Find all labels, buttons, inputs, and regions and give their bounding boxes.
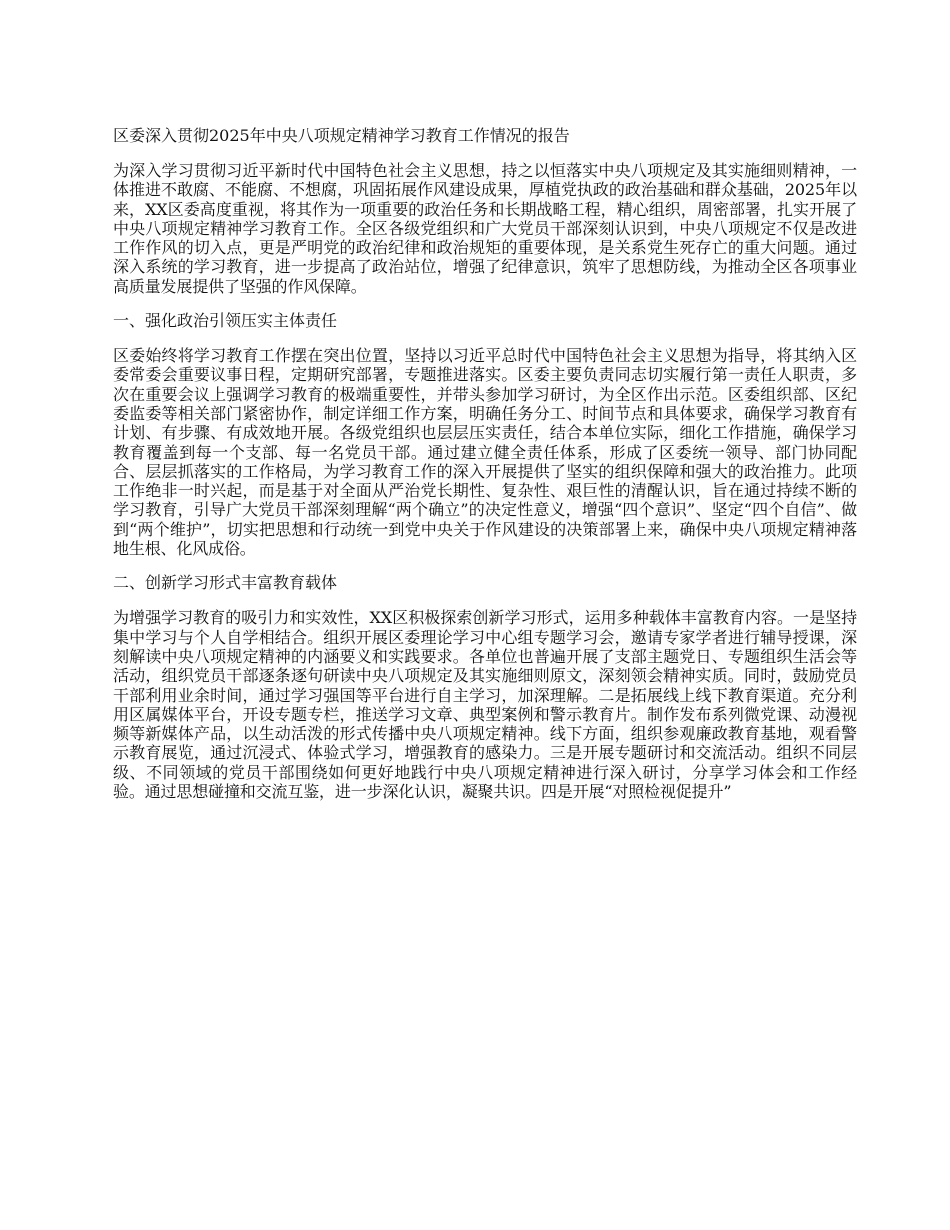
document-page xyxy=(113,125,857,801)
section-2-heading: 二、创新学习形式丰富教育载体 xyxy=(113,573,338,593)
section-2-paragraph: 为增强学习教育的吸引力和实效性，XX区积极探索创新学习形式，运用多种载体丰富教育内容。一是坚持集中学习与个人自学相结合。组织开展区委理论学习中心组专题学习会，邀请专家学者进行辅导授课，深刻解读中央八项规定精神的内涵要义和实践要求。各单位也普遍开展了支部主题党日、专题组织生活会等活动，组织党员干部逐条逐句研读中央八项规定及其实施细则原文，深刻领会精神实质。同时，鼓励党员干部利用业余时间，通过学习强国等平台进行自主学习，加深理解。二是拓展线上线下教育渠道。充分利用区属媒体平台，开设专题专栏，推送学习文章、典型案例和警示教育片。制作发布系列微党课、动漫视频等新媒体产品，以生动活泼的形式传播中央八项规定精神。线下方面，组织参观廉政教育基地，观看警示教育展览，通过沉浸式、体验式学习，增强教育的感染力。三是开展专题研讨和交流活动。组织不同层级、不同领域的党员干部围绕如何更好地践行中央八项规定精神进行深入研讨，分享学习体会和工作经验。通过思想碰撞和交流互鉴，进一步深化认识，凝聚共识。四是开展“对照检视促提升” xyxy=(113,608,857,802)
intro-paragraph: 为深入学习贯彻习近平新时代中国特色社会主义思想，持之以恒落实中央八项规定及其实施细则精神，一体推进不敢腐、不能腐、不想腐，巩固拓展作风建设成果，厚植党执政的政治基础和群众基础，2025年以来，XX区委高度重视，将其作为一项重要的政治任务和长期战略工程，精心组织，周密部署，扎实开展了中央八项规定精神学习教育工作。全区各级党组织和广大党员干部深刻认识到，中央八项规定不仅是改进工作作风的切入点，更是严明党的政治纪律和政治规矩的重要体现，是关系党生死存亡的重大问题。通过深入系统的学习教育，进一步提高了政治站位，增强了纪律意识，筑牢了思想防线，为推动全区各项事业高质量发展提供了坚强的作风保障。 xyxy=(113,161,857,296)
section-1-heading: 一、强化政治引领压实主体责任 xyxy=(113,311,338,331)
section-1-paragraph: 区委始终将学习教育工作摆在突出位置，坚持以习近平总时代中国特色社会主义思想为指导，将其纳入区委常委会重要议事日程，定期研究部署，专题推进落实。区委主要负责同志切实履行第一责任人职责，多次在重要会议上强调学习教育的极端重要性，并带头参加学习研讨，为全区作出示范。区委组织部、区纪委监委等相关部门紧密协作，制定详细工作方案，明确任务分工、时间节点和具体要求，确保学习教育有计划、有步骤、有成效地开展。各级党组织也层层压实责任，结合本单位实际，细化工作措施，确保学习教育覆盖到每一个支部、每一名党员干部。通过建立健全责任体系，形成了区委统一领导、部门协同配合、层层抓落实的工作格局，为学习教育工作的深入开展提供了坚实的组织保障和强大的政治推力。此项工作绝非一时兴起，而是基于对全面从严治党长期性、复杂性、艰巨性的清醒认识，旨在通过持续不断的学习教育，引导广大党员干部深刻理解“两个确立”的决定性意义，增强“四个意识”、坚定“四个自信”、做到“两个维护”，切实把思想和行动统一到党中央关于作风建设的决策部署上来，确保中央八项规定精神落地生根、化风成俗。 xyxy=(113,346,857,559)
document-title: 区委深入贯彻2025年中央八项规定精神学习教育工作情况的报告 xyxy=(113,126,570,145)
